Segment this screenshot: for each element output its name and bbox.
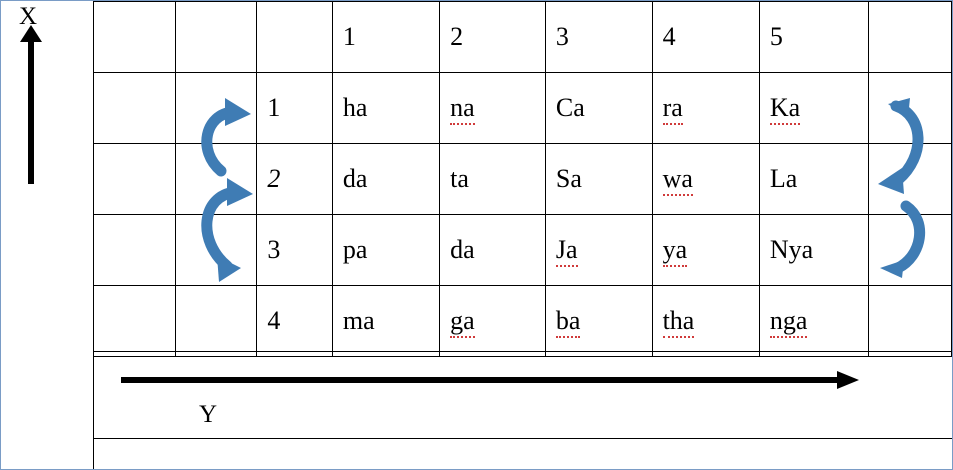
row-header-3: 3 [257, 215, 333, 286]
column-header-1: 1 [332, 2, 439, 73]
bottom-divider-1 [93, 351, 953, 352]
cell-r4c2-text: ga [450, 306, 475, 338]
header-cell-blank-3 [257, 2, 333, 73]
cell-r1c4 [652, 73, 759, 144]
cell-r3c5: Nya [759, 215, 869, 286]
row-2-blank-1 [94, 144, 176, 215]
y-axis-label: Y [199, 401, 218, 428]
row-4-blank-2 [176, 286, 257, 357]
cell-r1c5-text: Ka [770, 93, 800, 125]
curved-arrow-down-icon [866, 96, 946, 286]
cell-r1c4-text: ra [663, 93, 683, 125]
cell-r4c3-text: ba [556, 306, 581, 338]
cell-r4c5 [759, 286, 869, 357]
row-3-blank-1 [94, 215, 176, 286]
cell-r2c2: ta [440, 144, 546, 215]
row-4-blank-1 [94, 286, 176, 357]
bottom-divider-2 [93, 438, 953, 439]
header-cell-tail [869, 2, 952, 73]
cell-r2c4 [652, 144, 759, 215]
cell-r4c2 [440, 286, 546, 357]
row-4-tail [869, 286, 952, 357]
cell-r3c3-text: Ja [556, 235, 578, 267]
column-header-3: 3 [545, 2, 652, 73]
y-axis-arrowhead [837, 371, 859, 389]
row-header-2: 2 [257, 144, 333, 215]
cell-r3c3 [545, 215, 652, 286]
cell-r4c5-text: nga [770, 306, 808, 338]
curved-arrow-up-icon [191, 96, 281, 286]
cell-r4c3 [545, 286, 652, 357]
x-axis-line [28, 39, 34, 184]
x-axis-label: X [19, 3, 38, 30]
header-cell-blank-1 [94, 2, 176, 73]
column-header-5: 5 [759, 2, 869, 73]
cell-r2c4-text: wa [663, 164, 693, 196]
cell-r4c4 [652, 286, 759, 357]
cell-r4c1: ma [332, 286, 439, 357]
table-row [94, 286, 952, 357]
column-header-4: 4 [652, 2, 759, 73]
cell-r3c1: pa [332, 215, 439, 286]
cell-r2c1: da [332, 144, 439, 215]
cell-r1c1: ha [332, 73, 439, 144]
cell-r3c2: da [440, 215, 546, 286]
cell-r2c3: Sa [545, 144, 652, 215]
cell-r3c4 [652, 215, 759, 286]
header-cell-blank-2 [176, 2, 257, 73]
column-header-2: 2 [440, 2, 546, 73]
row-header-4: 4 [257, 286, 333, 357]
cell-r3c4-text: ya [663, 235, 688, 267]
cell-r1c5 [759, 73, 869, 144]
cell-r4c4-text: tha [663, 306, 695, 338]
cell-r2c5: La [759, 144, 869, 215]
table-header-row [94, 2, 952, 73]
row-1-blank-1 [94, 73, 176, 144]
cell-r1c2-text: na [450, 93, 475, 125]
y-axis-line [121, 377, 841, 383]
cell-r1c3: Ca [545, 73, 652, 144]
cell-r1c2 [440, 73, 546, 144]
row-header-1: 1 [257, 73, 333, 144]
